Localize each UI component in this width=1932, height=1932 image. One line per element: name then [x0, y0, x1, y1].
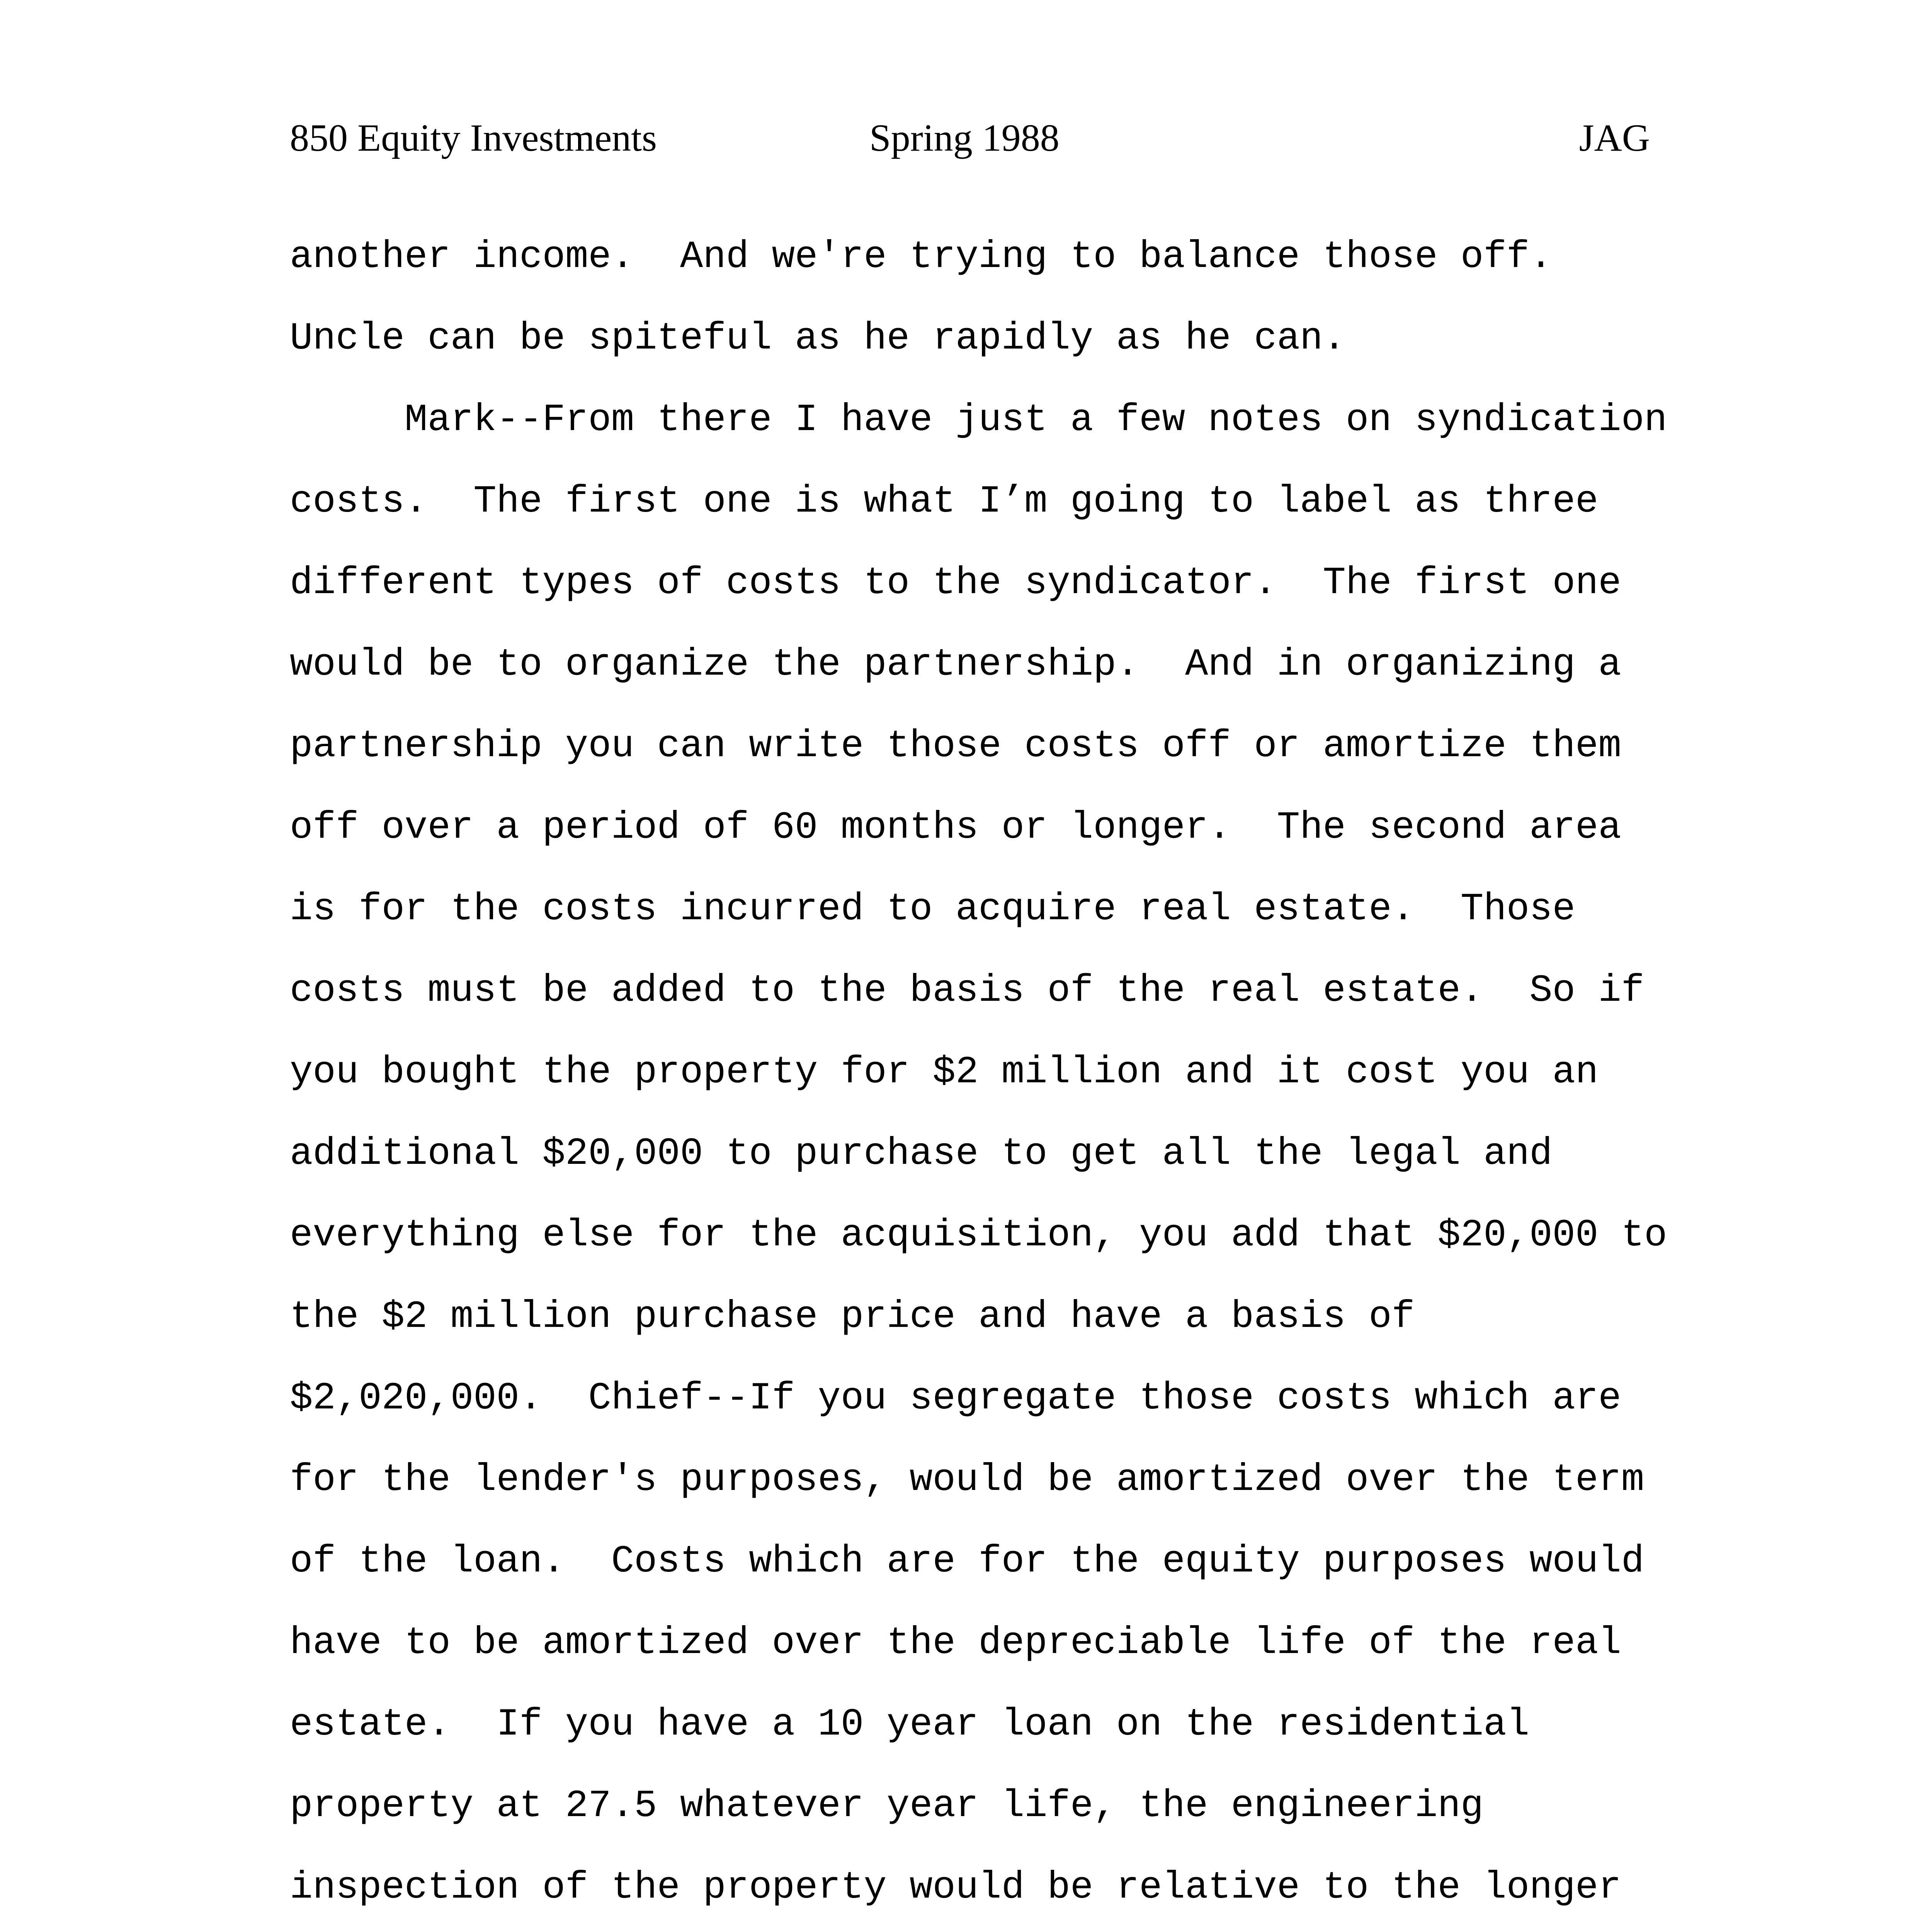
header-term: Spring 1988 [869, 116, 1060, 159]
text-line: inspection of the property would be relative to the longer [290, 1866, 1621, 1909]
text-line: have to be amortized over the depreciable life of the real [290, 1621, 1621, 1665]
transcript-body [290, 216, 1719, 1932]
text-line: costs. The first one is what I’m going to label as three [290, 480, 1599, 523]
text-line: costs must be added to the basis of the real estate. So if [290, 969, 1645, 1012]
text-line: property at 27.5 whatever year life, the engineering [290, 1784, 1484, 1828]
header-initials: JAG [1579, 116, 1650, 159]
text-line: Mark--From there I have just a few notes on syndication [290, 398, 1667, 442]
page-header [290, 113, 1650, 163]
text-line: you bought the property for $2 million and it cost you an [290, 1051, 1599, 1094]
text-line [290, 1929, 1719, 1932]
text-line: another income. And we're trying to balance those off. [290, 235, 1553, 279]
text-line: different types of costs to the syndicator. The first one [290, 561, 1621, 605]
text-line: off over a period of 60 months or longer. The second area [290, 806, 1621, 849]
text-line: would be to organize the partnership. And in organizing a [290, 643, 1621, 686]
text-line: partnership you can write those costs off or amortize them [290, 724, 1621, 768]
text-line: is for the costs incurred to acquire real estate. Those [290, 888, 1575, 931]
text-line: Uncle can be spiteful as he rapidly as he can. [290, 317, 1346, 360]
text-line: the $2 million purchase price and have a basis of [290, 1295, 1415, 1338]
text-line: for the lender's purposes, would be amortized over the term [290, 1458, 1645, 1502]
text-line: $2,020,000. Chief--If you segregate those costs which are [290, 1377, 1621, 1420]
header-course-title: 850 Equity Investments [290, 116, 657, 159]
text-line: estate. If you have a 10 year loan on the residential [290, 1703, 1530, 1746]
text-line: everything else for the acquisition, you add that $20,000 to [290, 1214, 1667, 1257]
text-line: of the loan. Costs which are for the equity purposes would [290, 1540, 1645, 1583]
text-line: additional $20,000 to purchase to get all the legal and [290, 1132, 1553, 1175]
